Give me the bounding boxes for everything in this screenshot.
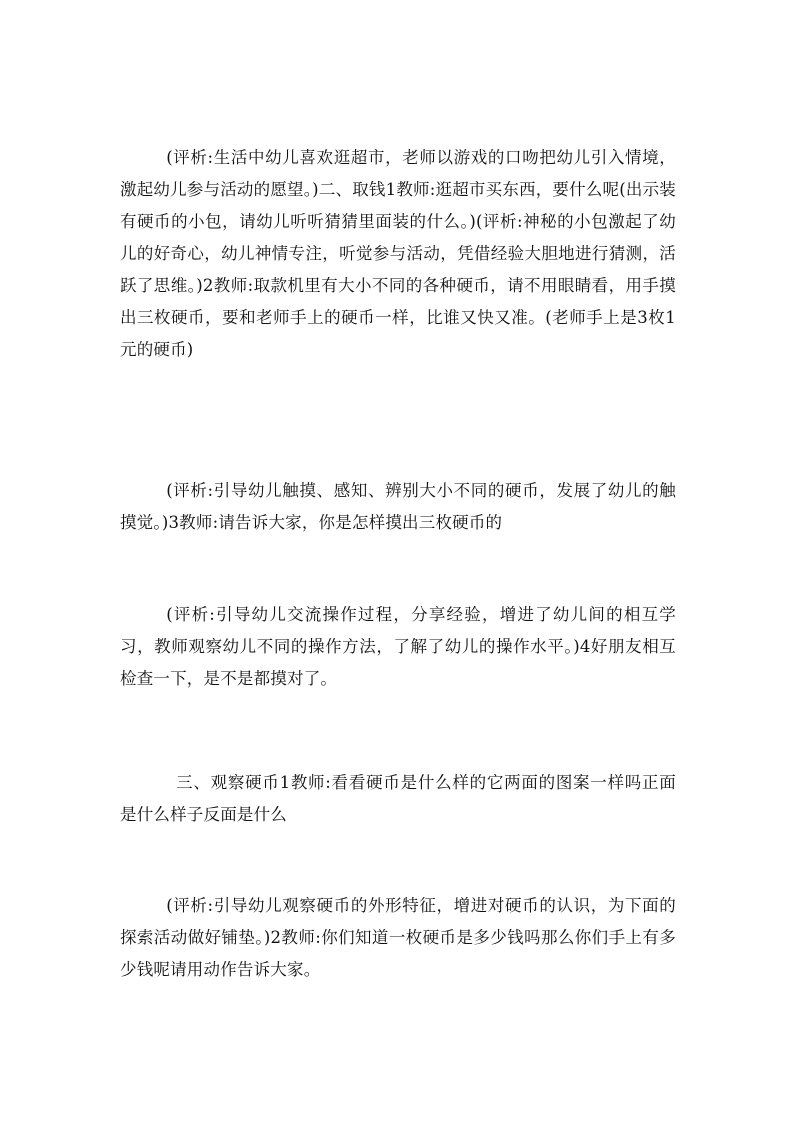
paragraph-1: (评析:生活中幼儿喜欢逛超市，老师以游戏的口吻把幼儿引入情境，激起幼儿参与活动的愿望。)二、取钱1教师:逛超市买东西，要什么呢(出示装有硬币的小包，请幼儿听听猜猜里面装的什么。)(评析:神秘的小包激起了幼儿的好奇心，幼儿神情专注，听觉参与活动，凭借经验大胆地进行猜测，活跃了思维。)2教师:取款机里有大小不同的各种硬币，请不用眼睛看，用手摸出三枚硬币，要和老师手上的硬币一样，比谁又快又准。(老师手上是3枚1元的硬币) (120, 148, 676, 359)
paragraph-3: (评析:引导幼儿交流操作过程，分享经验，增进了幼儿间的相互学习，教师观察幼儿不同的操作方法，了解了幼儿的操作水平。)4好朋友相互检查一下，是不是都摸对了。 (120, 605, 676, 688)
paragraph-2: (评析:引导幼儿触摸、感知、辨别大小不同的硬币，发展了幼儿的触摸觉。)3教师:请告诉大家，你是怎样摸出三枚硬币的 (120, 481, 676, 532)
paragraph-5: (评析:引导幼儿观察硬币的外形特征，增进对硬币的认识，为下面的探索活动做好铺垫。)2教师:你们知道一枚硬币是多少钱吗那么你们手上有多少钱呢请用动作告诉大家。 (120, 896, 676, 979)
paragraph-4: 三、观察硬币1教师:看看硬币是什么样的它两面的图案一样吗正面是什么样子反面是什么 (120, 773, 676, 824)
